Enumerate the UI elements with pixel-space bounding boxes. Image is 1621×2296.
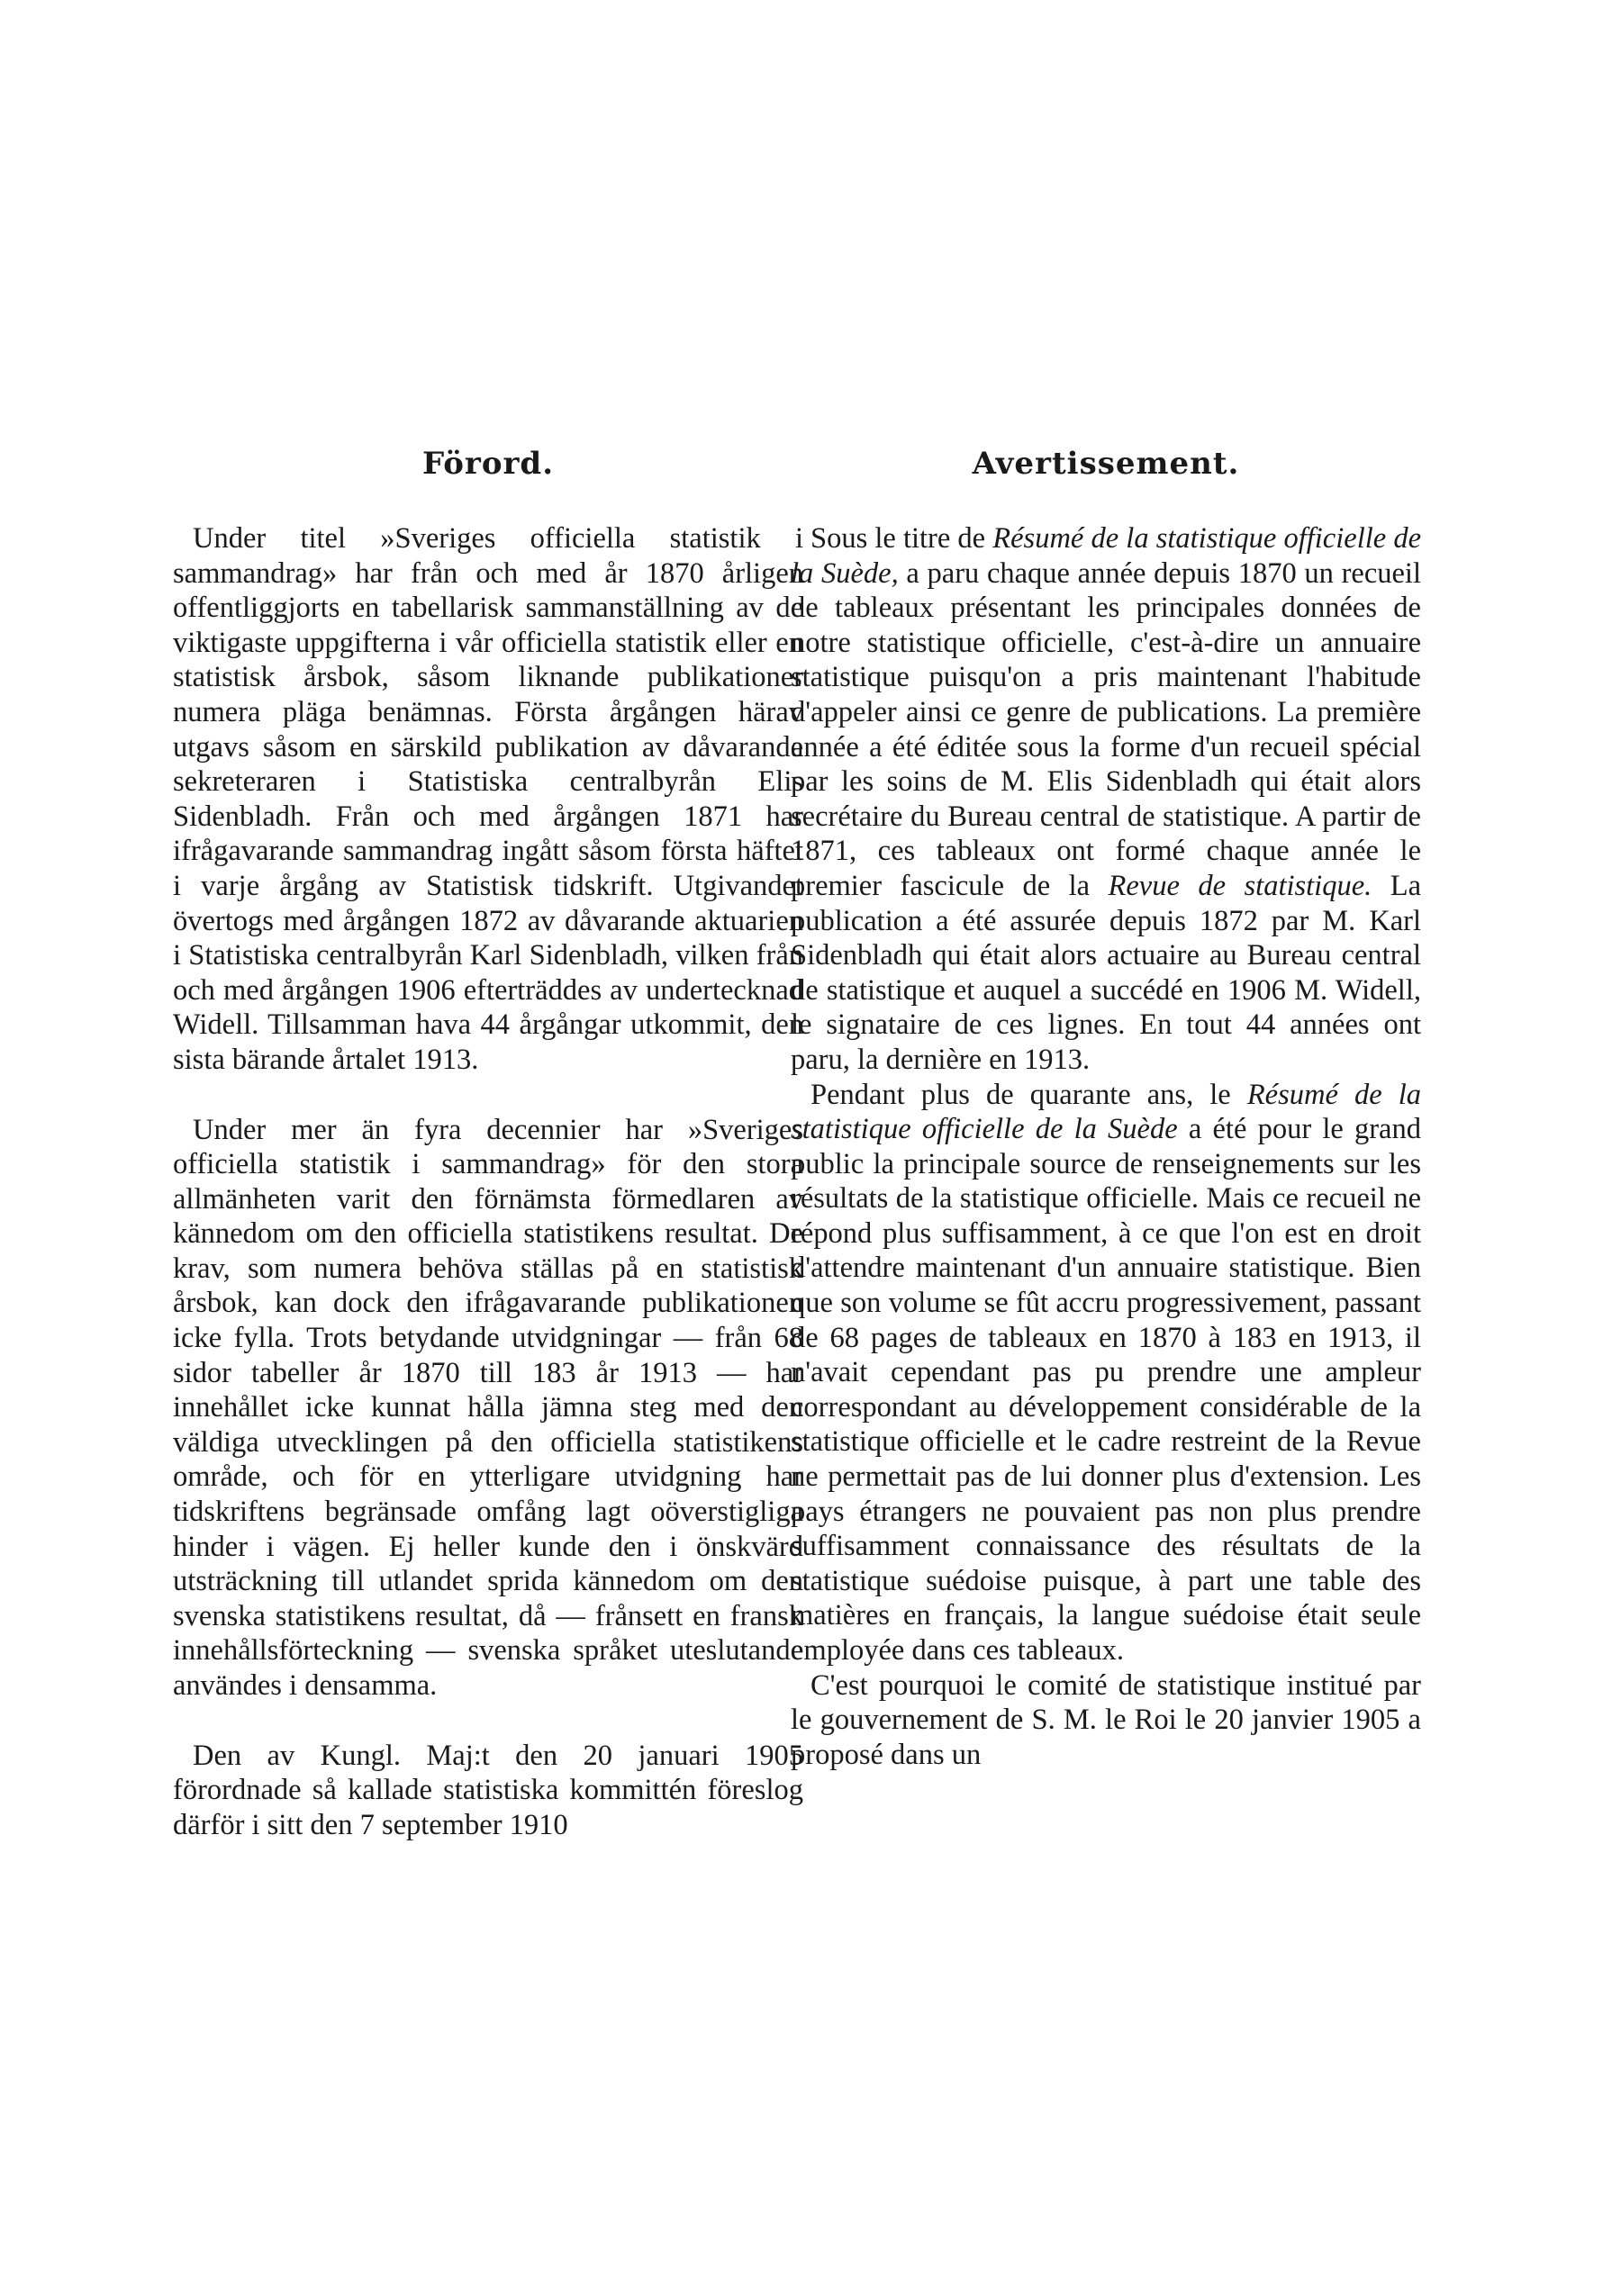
- french-p2-title-italic: Résumé de la statistique officielle de la Suède: [791, 1078, 1421, 1146]
- preface-french-column: [791, 446, 1421, 1772]
- french-p2-lead: Pendant plus de quarante ans, le: [810, 1078, 1247, 1111]
- french-paragraph-2: [791, 1078, 1421, 1668]
- french-heading: Avertissement.: [972, 446, 1240, 482]
- french-paragraph-1: [791, 521, 1421, 1078]
- french-p1-revue-italic: Revue de statistique.: [1108, 869, 1372, 902]
- french-p1-lead: Sous le titre de: [810, 522, 993, 555]
- french-p2-text: a été pour le grand public la principale source de renseignements sur les résultats de la statistique officielle. Mais ce recueil ne répond plus suffisamment, à ce que l'on est en droit d'attendre maintenant d'un annuaire statistique. Bien que son volume se fût accru progressivement, passant de 68 pages de tableaux en 1870 à 183 en 1913, il n'avait cependant pas pu prendre une ampleur correspondant au développement considérable de la statistique officielle et le cadre restreint de la Revue ne permettait pas de lui donner plus d'extension. Les pays étrangers ne pouvaient pas non plus prendre suffisamment connaissance des résultats de la statistique suédoise puisque, à part une table des matières en français, la langue suédoise était seule employée dans ces tableaux.: [791, 1113, 1421, 1667]
- swedish-paragraph-3: Den av Kungl. Maj:t den 20 januari 1905 förordnade så kallade statistiska kommittén föreslog därför i sitt den 7 september 1910: [173, 1739, 803, 1841]
- preface-swedish-column: [173, 446, 803, 1842]
- swedish-heading: Förord.: [421, 446, 555, 482]
- french-p1-title-italic: Résumé de la statistique officielle de la Suède,: [791, 522, 1421, 590]
- swedish-paragraph-2: Under mer än fyra decennier har »Sveriges officiella statistik i sammandrag» för den stora allmänheten varit den förnämsta förmedlaren av kännedom om den officiella statistikens resultat. De krav, som numera behöva ställas på en statistisk årsbok, kan dock den ifrågavarande publikationen icke fylla. Trots betydande utvidgningar — från 68 sidor tabeller år 1870 till 183 år 1913 — har innehållet icke kunnat hålla jämna steg med den väldiga utvecklingen på den officiella statistikens område, och för en ytterligare utvidgning har tidskriftens begränsade omfång lagt oöverstigliga hinder i vägen. Ej heller kunde den i önskvärd utsträckning till utlandet sprida kännedom om den svenska statistikens resultat, då — frånsett en fransk innehållsförteckning — svenska språket uteslutande användes i densamma.: [173, 1113, 803, 1702]
- swedish-paragraph-1: Under titel »Sveriges officiella statistik i sammandrag» har från och med år 1870 årligen offentliggjorts en tabellarisk sammanställning av de viktigaste uppgifterna i vår officiella statistik eller en statistisk årsbok, såsom liknande publikationer numera pläga benämnas. Första årgången härav utgavs såsom en särskild publikation av dåvarande sekreteraren i Statistiska centralbyrån Elis Sidenbladh. Från och med årgången 1871 har ifrågavarande sammandrag ingått såsom första häftet i varje årgång av Statistisk tidskrift. Utgivandet övertogs med årgången 1872 av dåvarande aktuarien i Statistiska centralbyrån Karl Sidenbladh, vilken från och med årgången 1906 efterträddes av undertecknad Widell. Tillsamman hava 44 årgångar utkommit, den sista bärande årtalet 1913.: [173, 522, 803, 1076]
- french-p1-text-b: La publication a été assurée depuis 1872 par M. Karl Sidenbladh qui était alors actuaire au Bureau central de statistique et auquel a succédé en 1906 M. Widell, le signataire de ces lignes. En tout 44 années ont paru, la dernière en 1913.: [791, 869, 1422, 1076]
- french-paragraph-3: C'est pourquoi le comité de statistique institué par le gouvernement de S. M. le Roi le 20 janvier 1905 a proposé dans un: [791, 1668, 1421, 1771]
- french-p1-text-a: a paru chaque année depuis 1870 un recueil de tableaux présentant les principales données de notre statistique officielle, c'est-à-dire un annuaire statistique puisqu'on a pris maintenant l'habitude d'appeler ainsi ce genre de publications. La première année a été éditée sous la forme d'un recueil spécial par les soins de M. Elis Sidenbladh qui était alors secrétaire du Bureau central de statistique. A partir de 1871, ces tableaux ont formé chaque année le premier fascicule de la: [791, 556, 1421, 902]
